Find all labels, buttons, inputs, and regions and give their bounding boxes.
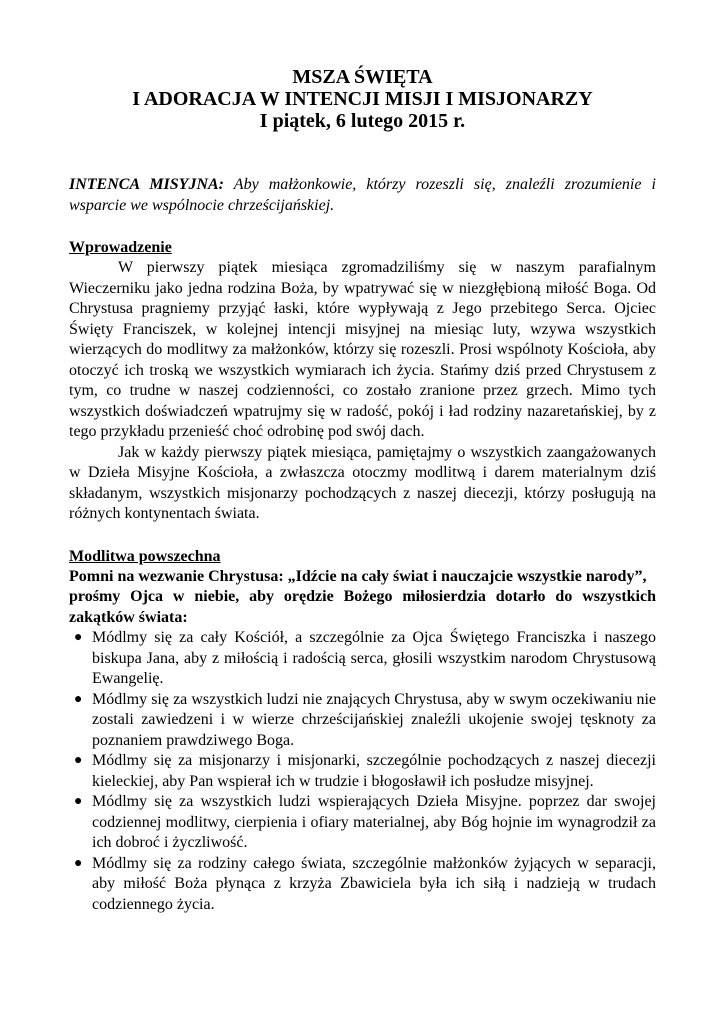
mission-intention-text: Aby małżonkowie, którzy rozeszli się, znaleźli zrozumienie i wsparcie we wspólnocie chrześcijańskiej. — [69, 176, 657, 214]
prayer-call-line-1: Pomni na wezwanie Chrystusa: „Idźcie na cały świat i nauczajcie wszystkie narody”, — [69, 567, 647, 585]
bullet-icon: ● — [74, 691, 83, 707]
bullet-icon: ● — [74, 855, 83, 871]
list-item — [69, 628, 656, 690]
prayer-heading: Modlitwa powszechna — [69, 547, 221, 565]
introduction-paragraph-2: Jak w każdy pierwszy piątek miesiąca, pamiętajmy o wszystkich zaangażowanych w Dzieła Misyjne Kościoła, a zwłaszcza otoczmy modlitwą i darem materialnym dziś składanym, wszystkich misjonarzy pochodzących z naszej diecezji, którzy posługują na różnych kontynentach świata. — [69, 443, 656, 522]
introduction-heading: Wprowadzenie — [69, 239, 172, 256]
prayer-call-rest: prośmy Ojca w niebie, aby orędzie Bożego miłosierdzia dotarło do wszystkich zakątków świata: — [69, 588, 656, 626]
list-item-text: Módlmy się za wszystkich ludzi nie znających Chrystusa, aby w swym oczekiwaniu nie zostali zawiedzeni i w wierze chrześcijańskiej znaleźli ukojenie swojej tęsknoty za poznaniem prawdziwego Boga. — [92, 690, 656, 749]
prayer-intentions-list — [69, 628, 656, 915]
list-item — [69, 690, 656, 752]
prayer-call — [69, 567, 656, 629]
document-page — [69, 66, 656, 915]
mission-intention — [69, 174, 656, 216]
list-item-text: Módlmy się za misjonarzy i misjonarki, szczególnie pochodzących z naszej diecezji kieleckiej, aby Pan wspierał ich w trudzie i błogosławił ich posłudze misyjnej. — [92, 752, 656, 790]
title-line-1: MSZA ŚWIĘTA — [292, 66, 433, 88]
bullet-icon: ● — [74, 630, 83, 645]
list-item — [69, 854, 656, 916]
list-item — [69, 751, 656, 792]
bullet-icon: ● — [74, 753, 83, 768]
introduction-paragraph-1: W pierwszy piątek miesiąca zgromadziliśmy się w naszym parafialnym Wieczerniku jako jedna rodzina Boża, by wpatrywać się w niezgłębioną miłość Boga. Od Chrystusa pragniemy przyjąć łaski, które wypływają z Jego przebitego Serca. Ojciec Święty Franciszek, w kolejnej intencji misyjnej na miesiąc luty, wzywa wszystkich wierzących do modlitwy za małżonków, którzy się rozeszli. Prosi wspólnoty Kościoła, aby otoczyć ich troską we wszystkich wymiarach ich życia. Stańmy dziś przed Chrystusem z tym, co trudne w naszej codzienności, co zostało zranione przez grzech. Mimo tych wszystkich doświadczeń wpatrujmy się w radość, pokój i ład rodziny nazaretańskiej, by z tego przykładu przenieść choć odrobinę pod swój dach. — [69, 259, 656, 440]
document-title — [69, 66, 656, 132]
list-item-text: Módlmy się za wszystkich ludzi wspierających Dzieła Misyjne. poprzez dar swojej codziennej modlitwy, cierpienia i ofiary materialnej, aby Bóg hojnie im wynagrodził za ich dobroć i życzliwość. — [92, 793, 656, 851]
title-line-2: I ADORACJA W INTENCJI MISJI I MISJONARZY — [132, 88, 593, 110]
list-item-text: Módlmy się za cały Kościół, a szczególnie za Ojca Świętego Franciszka i naszego biskupa Jana, aby z miłością i radością serca, głosili wszystkim narodom Chrystusową Ewangelię. — [92, 629, 656, 687]
bullet-icon: ● — [74, 794, 83, 809]
mission-intention-label: INTENCA MISYJNA: — [69, 176, 224, 193]
list-item-text: Módlmy się za rodziny całego świata, szczególnie małżonków żyjących w separacji, aby miłość Boża płynąca z krzyża Zbawiciela była ich siłą i nadzieją w trudach codziennego życia. — [92, 854, 656, 913]
title-line-3-date: I piątek, 6 lutego 2015 r. — [259, 110, 466, 132]
list-item — [69, 792, 656, 854]
